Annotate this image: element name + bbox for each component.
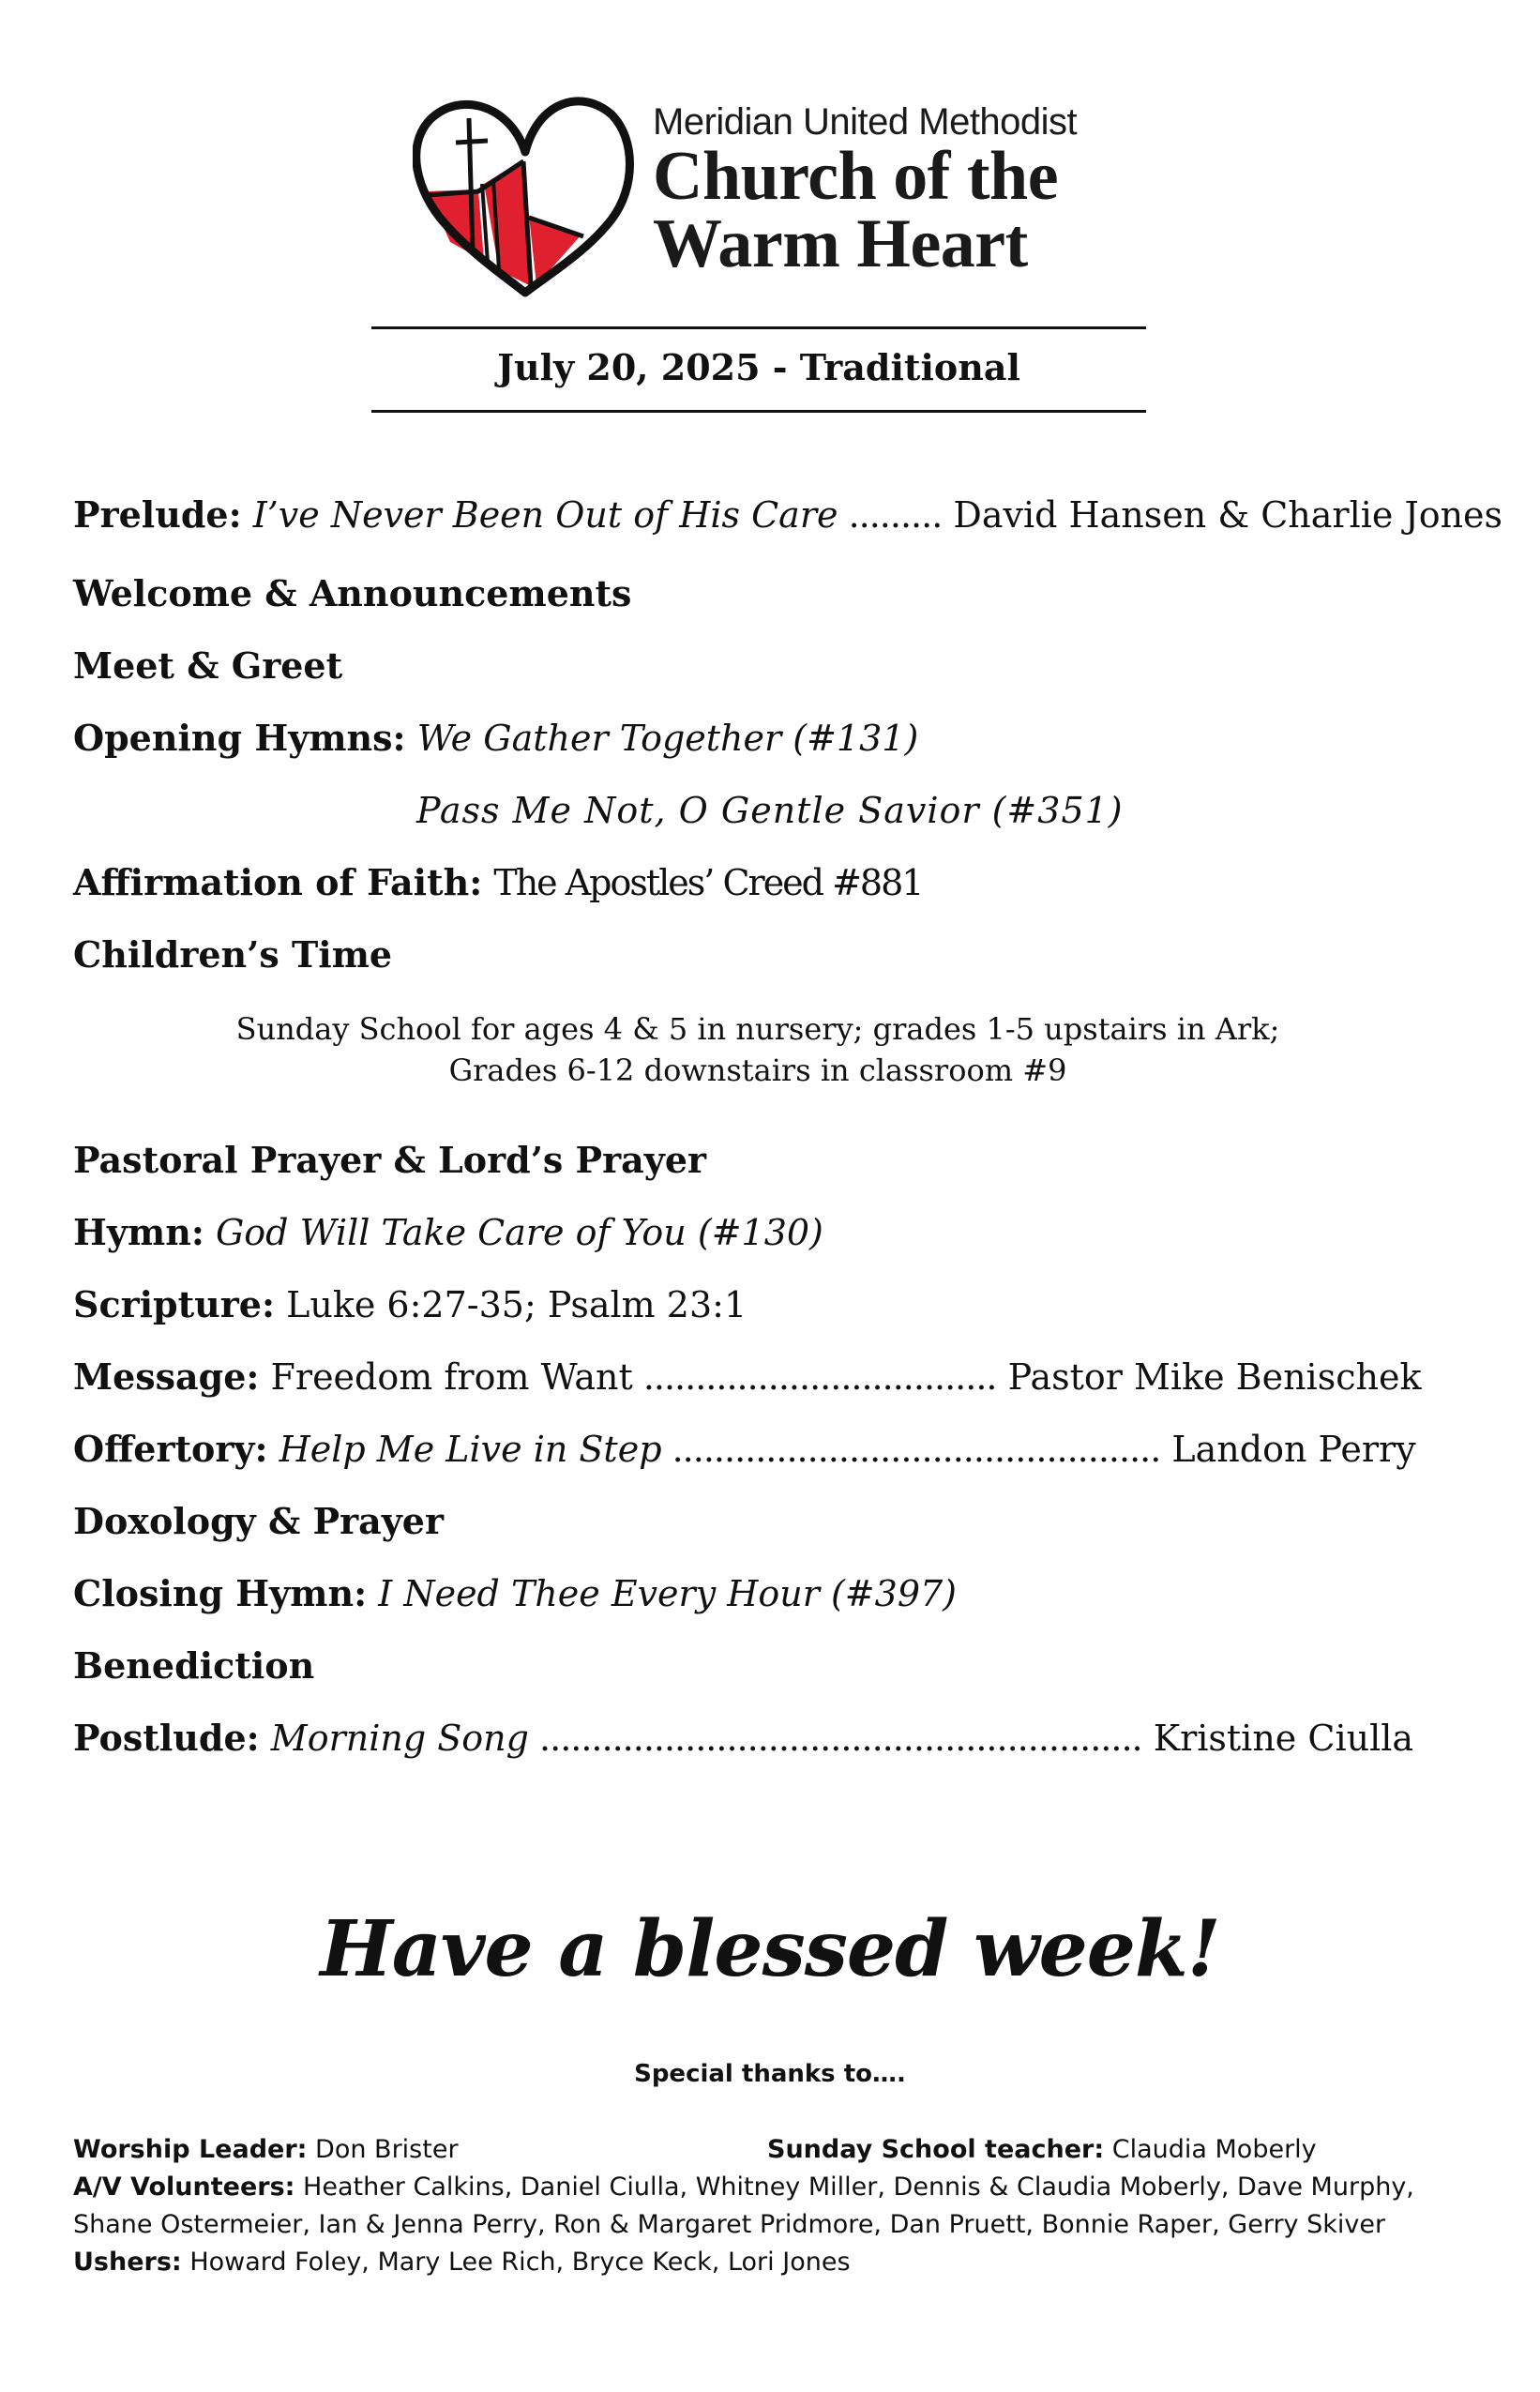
special-thanks-heading: Special thanks to….	[634, 2060, 906, 2088]
ushers-names: Howard Foley, Mary Lee Rich, Bryce Keck, Lori Jones	[189, 2248, 851, 2277]
childrens-time-label: Children’s Time	[73, 933, 393, 976]
offertory-label: Offertory:	[73, 1428, 268, 1470]
logo-cross-horizontal	[456, 141, 488, 143]
church-name-subtitle: Meridian United Methodist	[653, 101, 1078, 143]
benediction-row	[73, 1639, 314, 1693]
opening-hymns-label: Opening Hymns:	[73, 717, 406, 759]
opening-hymn-1: We Gather Together (#131)	[416, 718, 919, 759]
sunday-school-name: Claudia Moberly	[1111, 2135, 1317, 2164]
sunday-school-label: Sunday School teacher:	[767, 2135, 1105, 2164]
hymn-title: God Will Take Care of You (#130)	[215, 1212, 823, 1253]
closing-hymn-row	[73, 1567, 957, 1621]
ushers-label: Ushers:	[73, 2248, 182, 2277]
opening-hymns-row	[73, 711, 918, 765]
volunteer-credits	[73, 2131, 1480, 2281]
scripture-label: Scripture:	[73, 1283, 276, 1325]
scripture-text: Luke 6:27-35; Psalm 23:1	[286, 1284, 747, 1325]
message-title: Freedom from Want	[270, 1356, 633, 1398]
prelude-performer: David Hansen & Charlie Jones	[942, 494, 1503, 536]
welcome-row	[73, 567, 631, 621]
credits-line-1	[73, 2131, 1480, 2169]
message-speaker: Pastor Mike Benischek	[996, 1356, 1422, 1398]
pastoral-prayer-label: Pastoral Prayer & Lord’s Prayer	[73, 1139, 707, 1181]
church-name	[653, 101, 1140, 282]
message-dots: ..................................	[632, 1356, 997, 1398]
prelude-dots: .........	[838, 494, 943, 536]
prelude-title: I’ve Never Been Out of His Care	[252, 494, 838, 536]
prelude-label: Prelude:	[73, 493, 242, 536]
sunday-school-note-2: Grades 6-12 downstairs in classroom #9	[448, 1052, 1067, 1088]
header-rule-top	[371, 326, 1146, 329]
hymn-row	[73, 1205, 823, 1260]
opening-hymn-2-row	[416, 783, 1124, 838]
offertory-performer: Landon Perry	[1160, 1429, 1416, 1470]
offertory-title: Help Me Live in Step	[279, 1429, 662, 1470]
childrens-time-row	[73, 928, 392, 982]
av-volunteers-names-2: Shane Ostermeier, Ian & Jenna Perry, Ron & Margaret Pridmore, Dan Pruett, Bonnie Raper, Gerry Skiver	[73, 2210, 1386, 2239]
church-heart-logo	[413, 86, 638, 302]
offertory-row	[73, 1422, 1416, 1476]
message-label: Message:	[73, 1355, 260, 1398]
benediction-label: Benediction	[73, 1644, 315, 1687]
message-row	[73, 1350, 1421, 1404]
av-volunteers-names-1: Heather Calkins, Daniel Ciulla, Whitney Miller, Dennis & Claudia Moberly, Dave Murphy,	[303, 2172, 1414, 2202]
affirmation-text: The Apostles’ Creed #881	[493, 862, 923, 903]
scripture-row	[73, 1278, 747, 1332]
opening-hymn-2: Pass Me Not, O Gentle Savior (#351)	[416, 790, 1124, 831]
postlude-performer: Kristine Ciulla	[1141, 1718, 1414, 1759]
church-name-line-1: Church of the	[653, 138, 1059, 215]
av-volunteers-label: A/V Volunteers:	[73, 2172, 295, 2202]
doxology-label: Doxology & Prayer	[73, 1500, 444, 1542]
doxology-row	[73, 1494, 444, 1549]
sunday-school-note-1: Sunday School for ages 4 & 5 in nursery; grades 1-5 upstairs in Ark;	[235, 1011, 1280, 1047]
meet-greet-label: Meet & Greet	[73, 644, 343, 687]
postlude-dots: ..........................................................	[528, 1718, 1142, 1759]
pastoral-prayer-row	[73, 1133, 706, 1188]
service-date: July 20, 2025 - Traditional	[497, 346, 1020, 388]
header-rule-bottom	[371, 410, 1146, 413]
sunday-school-credit	[767, 2131, 1317, 2169]
offertory-dots: ...............................................	[661, 1429, 1161, 1470]
worship-leader-name: Don Brister	[315, 2135, 459, 2164]
credits-line-2	[73, 2169, 1480, 2206]
affirmation-label: Affirmation of Faith:	[73, 861, 483, 903]
welcome-label: Welcome & Announcements	[73, 572, 632, 614]
worship-leader-label: Worship Leader:	[73, 2135, 308, 2164]
postlude-title: Morning Song	[270, 1718, 529, 1759]
hymn-label: Hymn:	[73, 1211, 204, 1253]
affirmation-row	[73, 855, 922, 910]
prelude-row	[73, 488, 1502, 542]
credits-line-4	[73, 2244, 1480, 2281]
postlude-label: Postlude:	[73, 1717, 260, 1759]
blessing-message: Have a blessed week!	[320, 1904, 1220, 1994]
church-name-line-2: Warm Heart	[653, 205, 1028, 282]
credits-line-3	[73, 2206, 1480, 2244]
closing-hymn-label: Closing Hymn:	[73, 1572, 368, 1614]
postlude-row	[73, 1711, 1413, 1765]
meet-greet-row	[73, 639, 342, 693]
closing-hymn-title: I Need Thee Every Hour (#397)	[378, 1573, 957, 1614]
